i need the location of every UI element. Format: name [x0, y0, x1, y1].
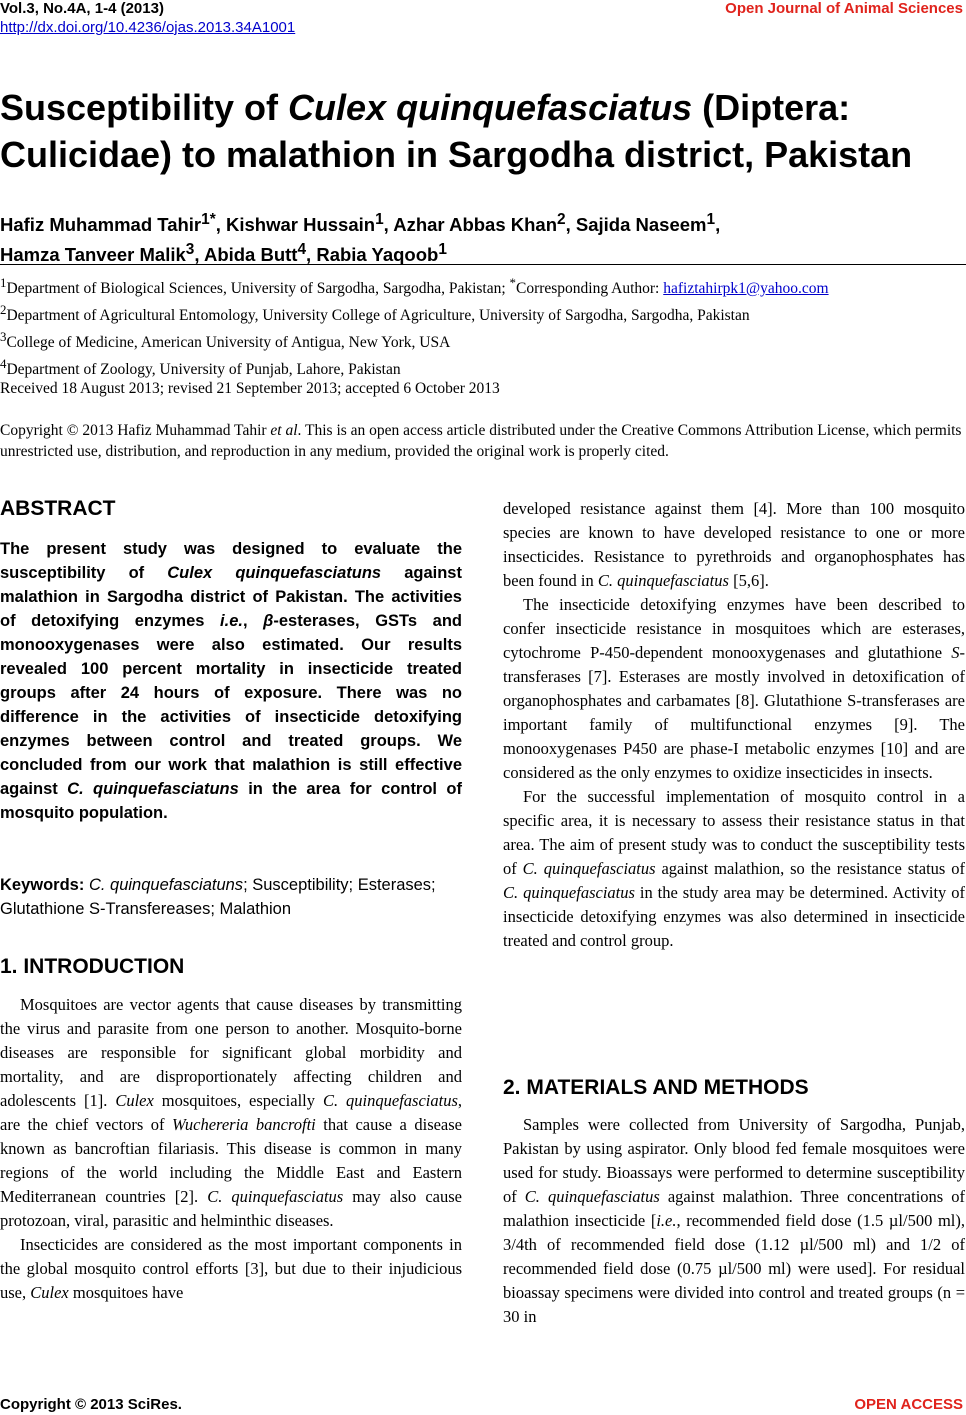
affiliations — [0, 272, 966, 381]
title-line2: Culicidae) to malathion in Sargodha district, Pakistan — [0, 134, 913, 175]
doi-link[interactable]: http://dx.doi.org/10.4236/ojas.2013.34A1001 — [0, 19, 296, 36]
footer-copyright: Copyright © 2013 SciRes. — [0, 1396, 182, 1413]
affiliation-number: 3 — [0, 329, 7, 345]
text-run: against malathion, so the resistance status of — [655, 859, 965, 878]
affiliation-text: College of Medicine, American University of Antigua, New York, USA — [6, 334, 451, 352]
copyright-notice — [0, 420, 966, 462]
intro-paragraph-2-cont — [503, 497, 965, 593]
methods-body — [503, 1113, 965, 1329]
author-name: Hafiz Muhammad Tahir — [0, 214, 202, 236]
keywords — [0, 873, 462, 921]
journal-name: Open Journal of Animal Sciences — [725, 0, 963, 17]
text-run: developed resistance against them [4]. More than 100 mosquito species are known to have developed resistance to one or more insecticides. Resistance to pyrethroids and organophosphates has been found in — [503, 499, 965, 590]
article-title — [0, 84, 966, 178]
affiliation-number: 2 — [0, 302, 7, 318]
text-run: in the study area may be determined. Activity of insecticide detoxifying enzymes was also determined in insecticide treated and control group. — [503, 883, 965, 950]
italic-term: C. quinquefasciatus — [597, 571, 729, 590]
text-run: against malathion. Three concentrations of malathion insecticide [ — [503, 1187, 965, 1230]
text-run: The insecticide detoxifying enzymes have been described to confer insecticide resistance in mosquitoes which are esterases, cytochrome P-450-dependent monooxygenases and glutathione — [503, 595, 965, 662]
author-sep: , — [565, 214, 576, 236]
footer-open-access: OPEN ACCESS — [854, 1396, 963, 1413]
author-sup: 1 — [375, 211, 384, 228]
italic-term: S — [951, 643, 960, 662]
author-sup: 3 — [185, 241, 195, 259]
affiliation-4 — [0, 353, 966, 380]
introduction-left-column — [0, 993, 462, 1305]
abstract-text: in the area for control of mosquito population. — [0, 780, 462, 822]
keyword-species: C. quinquefasciatuns — [88, 876, 244, 894]
affiliation-2 — [0, 299, 966, 326]
affiliation-number: 4 — [0, 356, 7, 372]
author-name: Hamza Tanveer Malik — [0, 244, 186, 266]
header-divider — [0, 264, 966, 265]
author-name: Kishwar Hussain — [225, 214, 376, 236]
title-species: Culex quinquefasciatus — [288, 87, 693, 128]
author-list — [0, 207, 966, 267]
text-run: For the successful implementation of mosquito control in a specific area, it is necessary to assess their resistance status in that area. The aim of present study was to conduct the susceptibility tests of — [503, 787, 965, 878]
author-name: Abida Butt — [203, 244, 298, 266]
text-run: mosquitoes, especially — [153, 1091, 323, 1110]
introduction-heading: 1. INTRODUCTION — [0, 955, 185, 978]
affiliation-text: Department of Biological Sciences, University of Sargodha, Sargodha, Pakistan; — [6, 280, 510, 298]
author-sep: , — [194, 244, 204, 266]
italic-term: C. quinquefasciatus — [522, 859, 656, 878]
author-sep: , — [715, 214, 721, 236]
author-name: Rabia Yaqoob — [316, 244, 439, 266]
copyright-etal: et al — [270, 422, 298, 439]
intro-paragraph-1 — [0, 993, 462, 1233]
italic-term: Culex — [30, 1283, 69, 1302]
text-run: mosquitoes have — [68, 1283, 184, 1302]
keywords-list: ; Susceptibility; Esterases; Glutathione S-Transfereases; Malathion — [0, 876, 436, 918]
author-sup: 1 — [706, 211, 716, 228]
abstract-ie: i.e. — [220, 612, 243, 630]
running-header-volume: Vol.3, No.4A, 1-4 (2013) — [0, 0, 164, 17]
text-run: Samples were collected from University of Sargodha, Punjab, Pakistan by using aspirator. Only blood fed female mosquitoes were used for study. Bioassays were performed to determine susceptibility of — [503, 1115, 965, 1206]
author-name: Azhar Abbas Khan — [393, 214, 558, 236]
author-sup: 4 — [297, 241, 307, 259]
author-sup: 1* — [201, 211, 216, 228]
affiliation-text: Department of Agricultural Entomology, University College of Agriculture, University of Sargodha, Sargodha, Pakistan — [6, 307, 750, 325]
italic-term: C. quinquefasciatus — [524, 1187, 660, 1206]
abstract-text: The present study was designed to evaluate the susceptibility of — [0, 540, 462, 582]
text-run: may also cause protozoan, viral, parasitic and helminthic diseases. — [0, 1187, 462, 1230]
text-run: , are the chief vectors of — [0, 1091, 462, 1134]
copyright-post: . This is an open access article distributed under the Creative Commons Attribution License, which permits unrestricted use, distribution, and reproduction in any medium, provided the original work is properly cited. — [0, 422, 962, 460]
abstract-species: Culex quinquefasciatuns — [167, 564, 382, 582]
methods-heading: 2. MATERIALS AND METHODS — [503, 1076, 809, 1099]
author-name: Sajida Naseem — [575, 214, 707, 236]
methods-paragraph-1 — [503, 1113, 965, 1329]
corresponding-label: Corresponding Author: — [515, 280, 664, 298]
title-part1: Susceptibility of — [0, 87, 289, 128]
italic-term: Wuchereria bancrofti — [172, 1115, 316, 1134]
author-sep: , — [215, 214, 226, 236]
author-sep: , — [383, 214, 394, 236]
keywords-label: Keywords: — [0, 876, 85, 894]
text-run: that cause a disease known as bancroftian filariasis. This disease is common in many regions of the world including the Middle East and Eastern Mediterranean countries [2]. — [0, 1115, 463, 1206]
right-column — [503, 497, 965, 953]
affiliation-1 — [0, 272, 966, 299]
abstract-beta: β — [263, 612, 274, 630]
abstract-species: C. quinquefasciatuns — [67, 780, 239, 798]
author-sup: 1 — [438, 241, 447, 259]
italic-term: C. quinquefasciatus — [503, 883, 635, 902]
copyright-pre: Copyright © 2013 Hafiz Muhammad Tahir — [0, 422, 271, 439]
abstract-text: -esterases, GSTs and monooxygenases were also estimated. Our results revealed 100 percent mortality in insecticide treated groups after 24 hours of exposure. There was no difference in the activities of insecticide detoxifying enzymes between control and treated groups. We concluded from our work that malathion is still effective against — [0, 612, 462, 798]
abstract-text: , — [242, 612, 264, 630]
abstract-body — [0, 537, 462, 825]
text-run: , recommended field dose (1.5 µl/500 ml), 3/4th of recommended field dose (1.12 µl/500 ml) and 1/2 of recommended field dose (0.75 µl/500 ml) were used]. For residual bioassay specimens were divided into control and treated groups (n = 30 in — [503, 1211, 966, 1326]
corresponding-marker: * — [509, 275, 516, 290]
affiliation-3 — [0, 326, 966, 353]
intro-paragraph-3 — [503, 593, 965, 785]
corresponding-email-link[interactable]: hafiztahirpk1@yahoo.com — [663, 280, 829, 298]
italic-term: Culex — [115, 1091, 154, 1110]
intro-paragraph-2-start — [0, 1233, 462, 1305]
italic-term: C. quinquefasciatus — [207, 1187, 344, 1206]
affiliation-text: Department of Zoology, University of Punjab, Lahore, Pakistan — [6, 361, 401, 379]
author-sup: 2 — [557, 211, 566, 228]
title-part2: (Diptera: — [692, 87, 851, 128]
affiliation-number: 1 — [0, 275, 7, 290]
italic-term: i.e. — [656, 1211, 677, 1230]
abstract-heading: ABSTRACT — [0, 497, 116, 520]
text-run: [5,6]. — [728, 571, 769, 590]
intro-paragraph-4 — [503, 785, 965, 953]
text-run: -transferases [7]. Esterases are mostly involved in detoxification of organophosphates and carbamates [8]. Glutathione S-transferases are important family of multifunctional enzymes [9]. The monooxygenases P450 are phase-I metabolic enzymes [10] and are considered as the only enzymes to oxidize insecticides in insects. — [503, 643, 965, 782]
abstract-text: against malathion in Sargodha district of Pakistan. The activities of detoxifying enzymes — [0, 564, 462, 630]
author-sep: , — [306, 244, 317, 266]
text-run: Mosquitoes are vector agents that cause diseases by transmitting the virus and parasite from one person to another. Mosquito-borne diseases are responsible for significant global morbidity and mortality, and are disproportionately affecting children and adolescents [1]. — [0, 995, 462, 1110]
italic-term: C. quinquefasciatus — [322, 1091, 458, 1110]
article-dates: Received 18 August 2013; revised 21 September 2013; accepted 6 October 2013 — [0, 380, 500, 397]
text-run: Insecticides are considered as the most important components in the global mosquito control efforts [3], but due to their injudicious use, — [0, 1235, 462, 1302]
